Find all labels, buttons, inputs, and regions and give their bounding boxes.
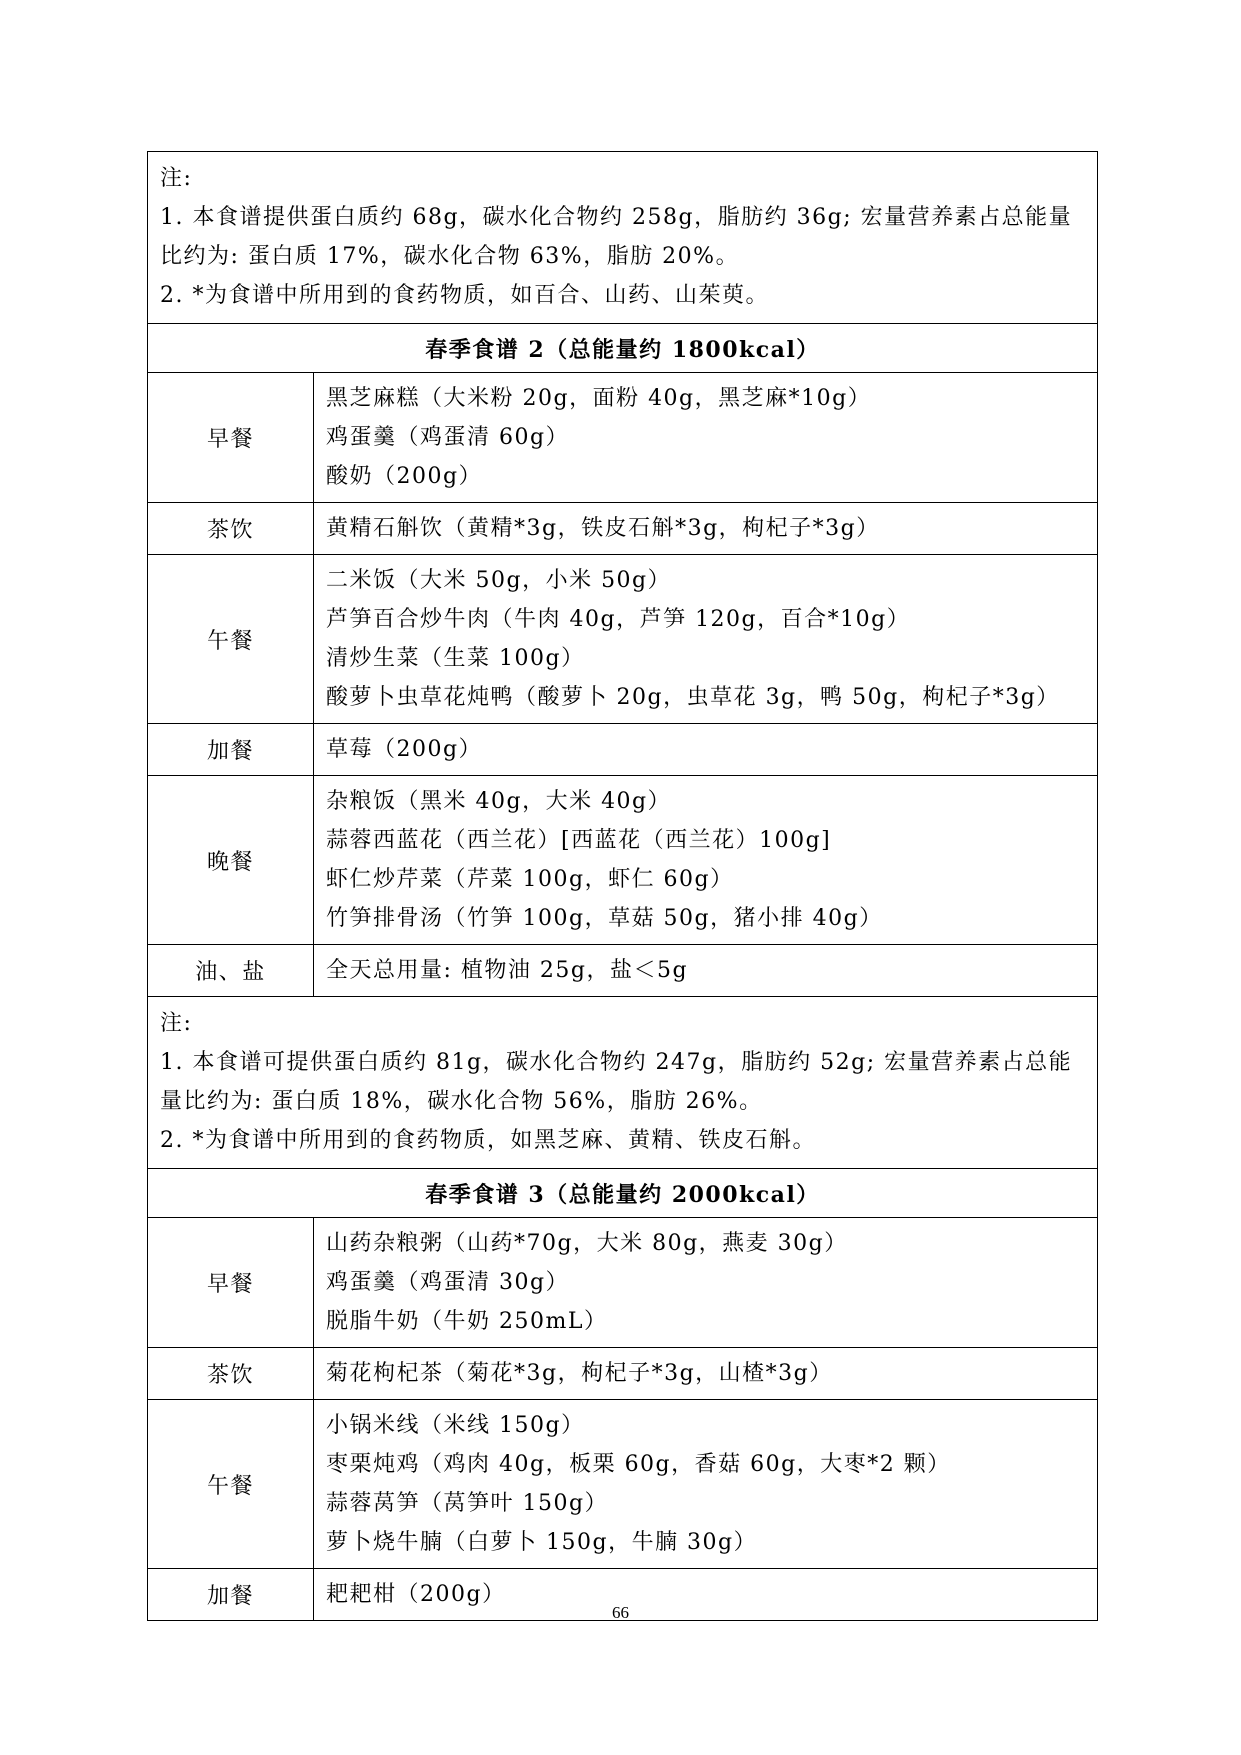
meal-item: 杂粮饭（黑米 40g，大米 40g）: [326, 789, 672, 814]
meal-items: [314, 724, 1098, 776]
meal-item: 二米饭（大米 50g，小米 50g）: [326, 568, 672, 593]
meal-item: 虾仁炒芹菜（芹菜 100g，虾仁 60g）: [326, 867, 734, 892]
meal-item: 山药杂粮粥（山药*70g，大米 80g，燕麦 30g）: [326, 1231, 848, 1256]
meal-item: 萝卜烧牛腩（白萝卜 150g，牛腩 30g）: [326, 1530, 758, 1555]
meal-item: 草莓（200g）: [326, 737, 483, 762]
meal-item: 蒜蓉西蓝花（西兰花）[西蓝花（西兰花）100g]: [326, 828, 832, 853]
meal-name: 午餐: [148, 1400, 314, 1569]
meal-row-tea: [148, 503, 1098, 555]
page-number: 66: [612, 1603, 629, 1622]
meal-items: [314, 945, 1098, 997]
meal-name: 午餐: [148, 555, 314, 724]
recipe-3-title: 春季食谱 3（总能量约 2000kcal）: [148, 1169, 1098, 1218]
note-row-1: [148, 152, 1098, 324]
note-line: 1. 本食谱提供蛋白质约 68g，碳水化合物约 258g，脂肪约 36g; 宏量营养素占总能量: [160, 205, 1073, 230]
note-row-2: [148, 997, 1098, 1169]
meal-row-dinner: [148, 776, 1098, 945]
note-line: 比约为: 蛋白质 17%，碳水化合物 63%，脂肪 20%。: [160, 244, 740, 269]
meal-name: 茶饮: [148, 503, 314, 555]
meal-items: [314, 1218, 1098, 1348]
meal-item: 黄精石斛饮（黄精*3g，铁皮石斛*3g，枸杞子*3g）: [326, 516, 880, 541]
meal-name: 加餐: [148, 724, 314, 776]
recipe-title-row: [148, 324, 1098, 373]
note-line: 2. *为食谱中所用到的食药物质，如黑芝麻、黄精、铁皮石斛。: [160, 1128, 816, 1153]
meal-row-snack: [148, 724, 1098, 776]
meal-name: 加餐: [148, 1569, 314, 1621]
meal-item: 鸡蛋羹（鸡蛋清 30g）: [326, 1270, 570, 1295]
meal-name: 晚餐: [148, 776, 314, 945]
note-line: 量比约为: 蛋白质 18%，碳水化合物 56%，脂肪 26%。: [160, 1089, 763, 1114]
meal-name: 早餐: [148, 373, 314, 503]
meal-items: [314, 373, 1098, 503]
meal-row-tea: [148, 1348, 1098, 1400]
meal-item: 清炒生菜（生菜 100g）: [326, 646, 585, 671]
note-label: 注:: [160, 166, 193, 191]
meal-items: [314, 1400, 1098, 1569]
note-label: 注:: [160, 1011, 193, 1036]
meal-items: [314, 503, 1098, 555]
meal-item: 芦笋百合炒牛肉（牛肉 40g，芦笋 120g，百合*10g）: [326, 607, 911, 632]
meal-item: 黑芝麻糕（大米粉 20g，面粉 40g，黑芝麻*10g）: [326, 386, 872, 411]
meal-row-oil-salt: [148, 945, 1098, 997]
note-line: 2. *为食谱中所用到的食药物质，如百合、山药、山茱萸。: [160, 283, 769, 308]
meal-items: [314, 555, 1098, 724]
recipe-2-title: 春季食谱 2（总能量约 1800kcal）: [148, 324, 1098, 373]
meal-item: 蒜蓉莴笋（莴笋叶 150g）: [326, 1491, 609, 1516]
recipe-table: [147, 151, 1098, 1621]
meal-item: 小锅米线（米线 150g）: [326, 1413, 585, 1438]
note-line: 1. 本食谱可提供蛋白质约 81g，碳水化合物约 247g，脂肪约 52g; 宏量营养素占总能: [160, 1050, 1073, 1075]
meal-item: 菊花枸杞茶（菊花*3g，枸杞子*3g，山楂*3g）: [326, 1361, 833, 1386]
meal-item: 全天总用量: 植物油 25g，盐＜5g: [326, 958, 689, 983]
meal-item: 脱脂牛奶（牛奶 250mL）: [326, 1309, 608, 1334]
meal-item: 枣栗炖鸡（鸡肉 40g，板栗 60g，香菇 60g，大枣*2 颗）: [326, 1452, 951, 1477]
meal-item: 鸡蛋羹（鸡蛋清 60g）: [326, 425, 570, 450]
meal-item: 竹笋排骨汤（竹笋 100g，草菇 50g，猪小排 40g）: [326, 906, 883, 931]
note-cell-2: [148, 997, 1098, 1169]
meal-row-breakfast: [148, 373, 1098, 503]
meal-name: 早餐: [148, 1218, 314, 1348]
meal-row-lunch: [148, 1400, 1098, 1569]
meal-items: [314, 1348, 1098, 1400]
meal-row-breakfast: [148, 1218, 1098, 1348]
meal-items: [314, 776, 1098, 945]
meal-row-lunch: [148, 555, 1098, 724]
meal-name: 茶饮: [148, 1348, 314, 1400]
meal-item: 酸萝卜虫草花炖鸭（酸萝卜 20g，虫草花 3g，鸭 50g，枸杞子*3g）: [326, 685, 1060, 710]
meal-item: 耙耙柑（200g）: [326, 1582, 506, 1607]
meal-name: 油、盐: [148, 945, 314, 997]
note-cell-1: [148, 152, 1098, 324]
recipe-title-row: [148, 1169, 1098, 1218]
meal-item: 酸奶（200g）: [326, 464, 483, 489]
